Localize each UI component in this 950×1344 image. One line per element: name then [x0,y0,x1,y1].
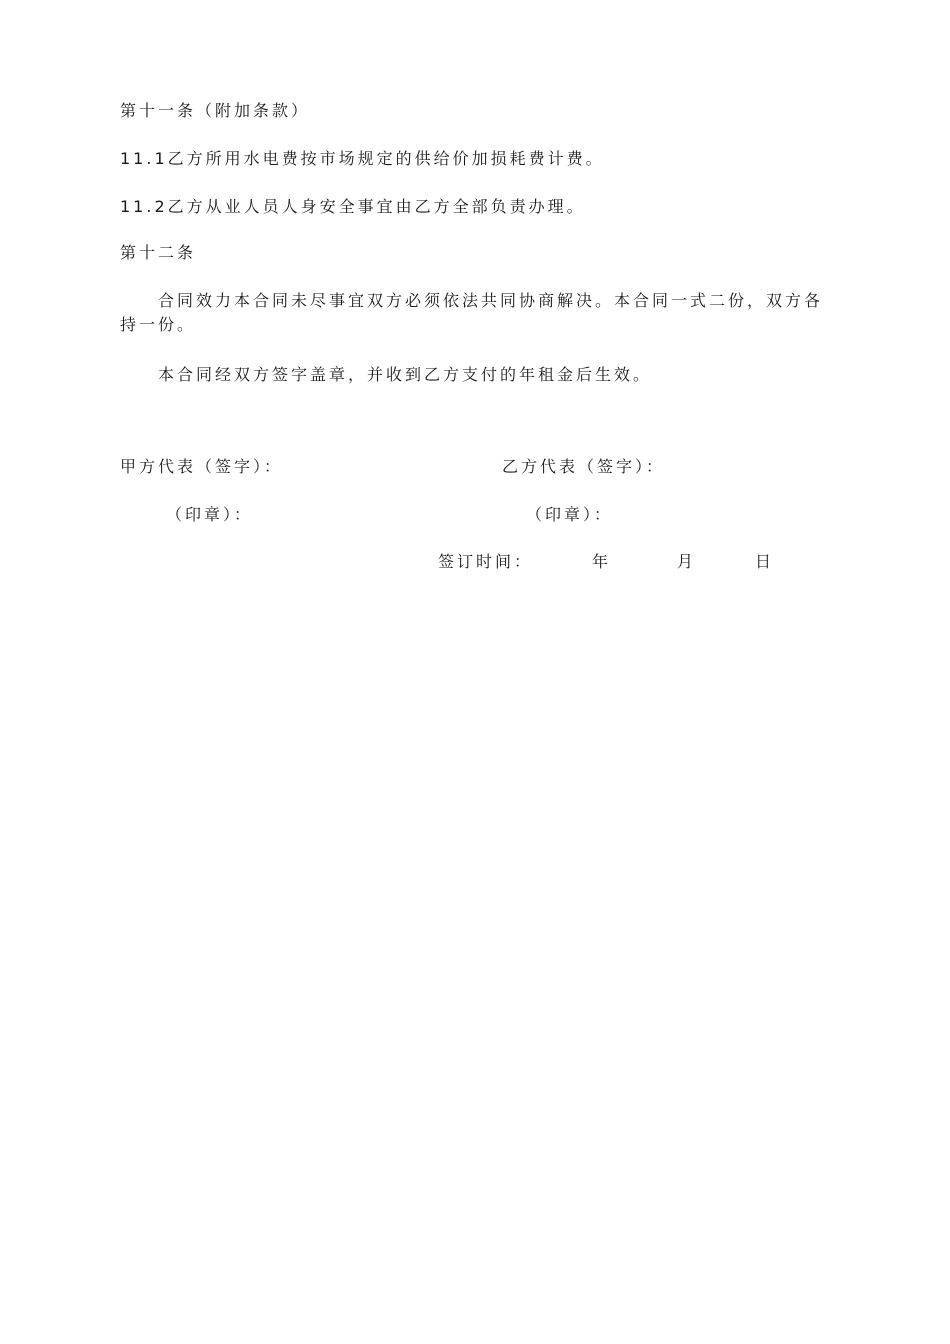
party-b-seal-label: （印章）： [526,505,614,524]
signing-date-month: 月 [677,552,697,571]
article-12-heading: 第十二条 [120,243,197,262]
party-a-representative-label: 甲方代表（签字）： [120,457,284,476]
article-12-paragraph-1: 合同效力本合同未尽事宜双方必须依法共同协商解决。本合同一式二份，双方各持一份。 [120,291,824,334]
signing-date-year: 年 [592,552,612,571]
article-12-paragraph-2: 本合同经双方签字盖章，并收到乙方支付的年租金后生效。 [158,365,653,384]
party-a-seal-label: （印章）： [166,505,254,524]
signing-date-day: 日 [755,552,775,571]
clause-11-1: 11.1乙方所用水电费按市场规定的供给价加损耗费计费。 [120,149,605,168]
signing-date-label: 签订时间： [438,552,534,571]
clause-11-2: 11.2乙方从业人员人身安全事宜由乙方全部负责办理。 [120,197,586,216]
article-11-heading: 第十一条（附加条款） [120,101,311,120]
party-b-representative-label: 乙方代表（签字）： [502,457,666,476]
